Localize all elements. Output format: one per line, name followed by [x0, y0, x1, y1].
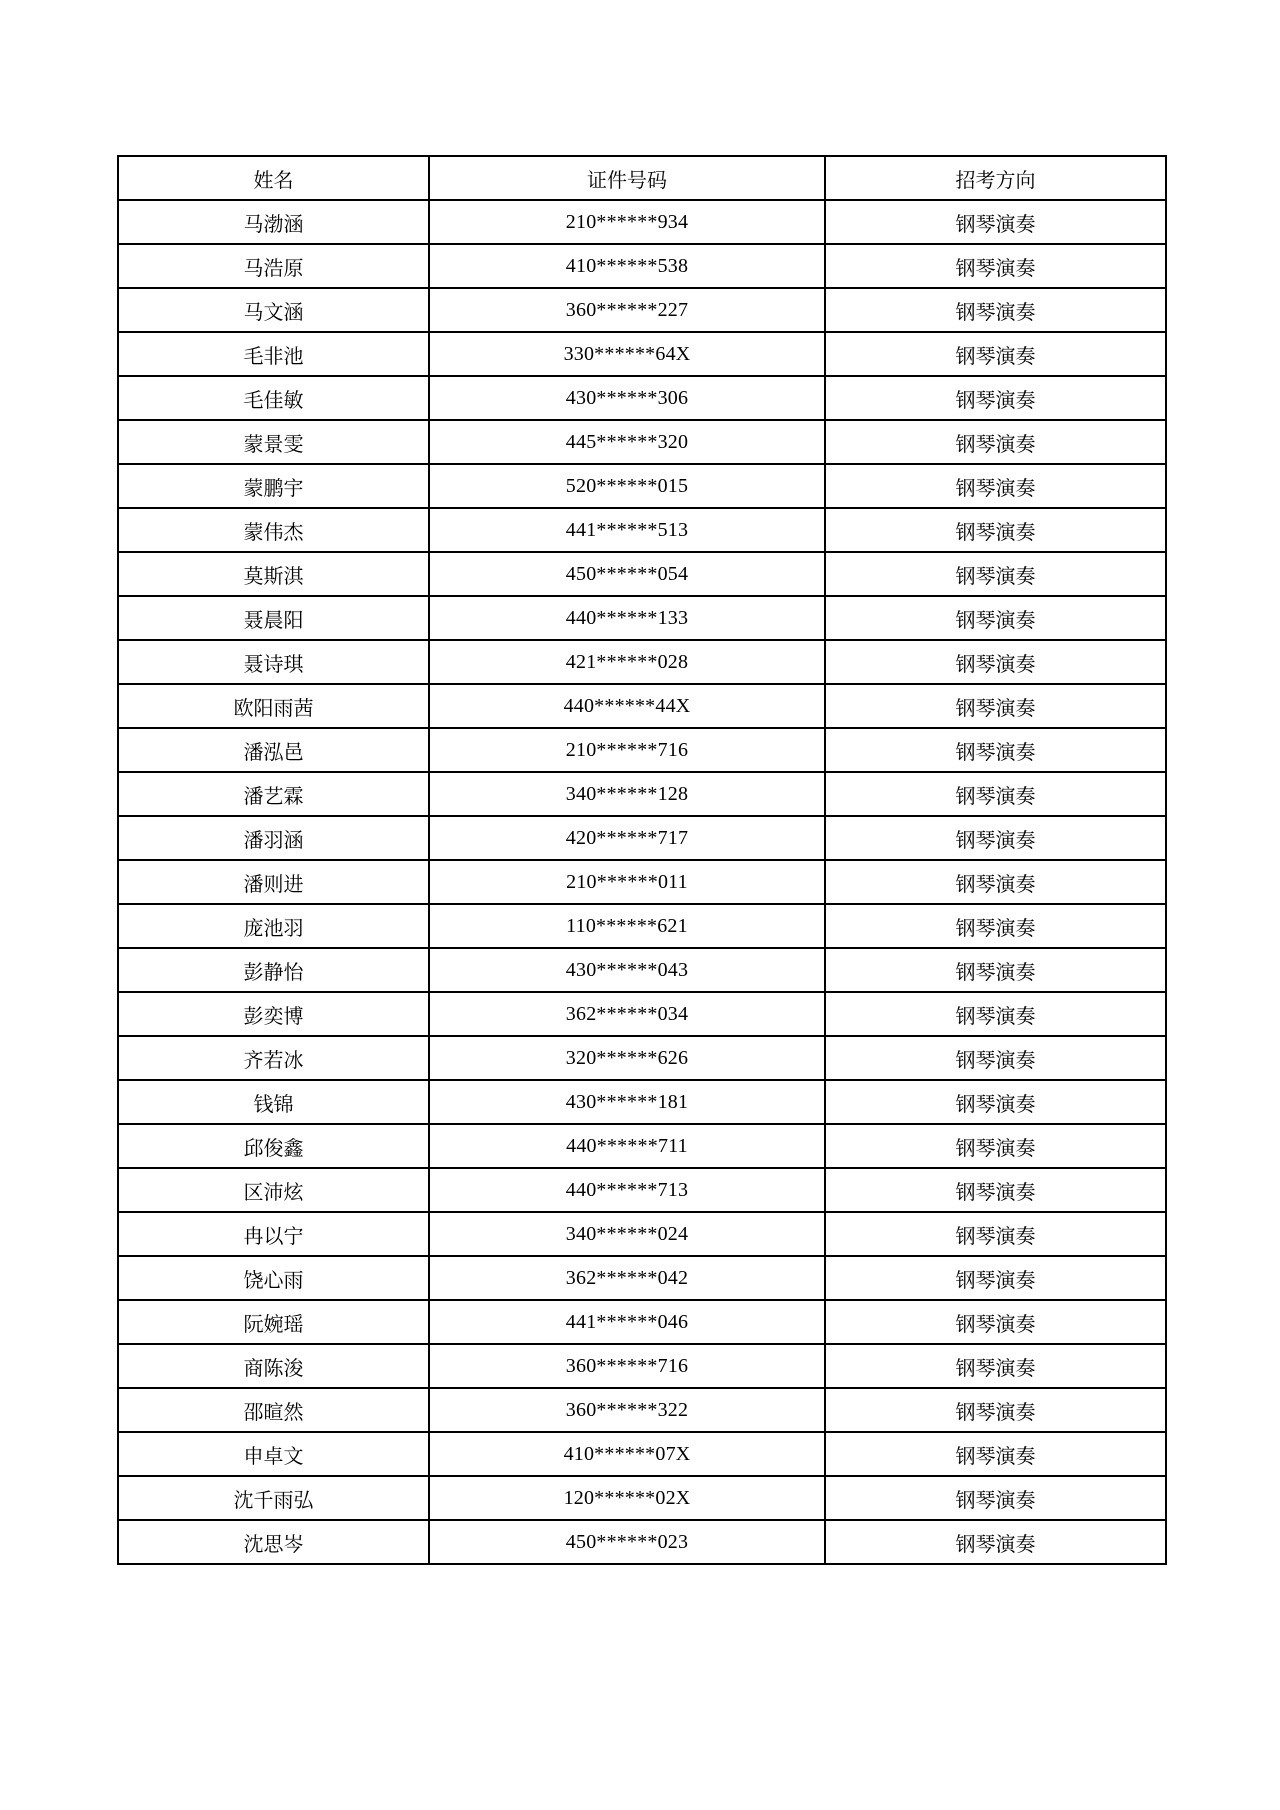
id-number-cell: 440******133: [429, 596, 825, 640]
direction-cell: 钢琴演奏: [825, 596, 1166, 640]
direction-cell: 钢琴演奏: [825, 904, 1166, 948]
name-cell: 潘艺霖: [118, 772, 429, 816]
header-row: [118, 156, 1166, 200]
table-row: [118, 1300, 1166, 1344]
table-body: [118, 200, 1166, 1564]
table-row: [118, 1168, 1166, 1212]
table-row: [118, 1476, 1166, 1520]
name-cell: 蒙伟杰: [118, 508, 429, 552]
table-row: [118, 816, 1166, 860]
id-number-cell: 360******322: [429, 1388, 825, 1432]
table-row: [118, 1432, 1166, 1476]
table-row: [118, 948, 1166, 992]
table-row: [118, 376, 1166, 420]
table-row: [118, 464, 1166, 508]
id-number-cell: 110******621: [429, 904, 825, 948]
id-number-cell: 210******011: [429, 860, 825, 904]
direction-cell: 钢琴演奏: [825, 772, 1166, 816]
id-number-cell: 340******128: [429, 772, 825, 816]
id-number-cell: 440******44X: [429, 684, 825, 728]
header-id-number: 证件号码: [429, 156, 825, 200]
name-cell: 马文涵: [118, 288, 429, 332]
table-row: [118, 728, 1166, 772]
table-row: [118, 332, 1166, 376]
table-row: [118, 1256, 1166, 1300]
name-cell: 马浩原: [118, 244, 429, 288]
id-number-cell: 430******181: [429, 1080, 825, 1124]
id-number-cell: 441******513: [429, 508, 825, 552]
id-number-cell: 420******717: [429, 816, 825, 860]
direction-cell: 钢琴演奏: [825, 332, 1166, 376]
name-cell: 聂晨阳: [118, 596, 429, 640]
name-cell: 欧阳雨茜: [118, 684, 429, 728]
table-row: [118, 200, 1166, 244]
table-row: [118, 1212, 1166, 1256]
name-cell: 蒙景雯: [118, 420, 429, 464]
id-number-cell: 410******538: [429, 244, 825, 288]
table-row: [118, 420, 1166, 464]
table-row: [118, 1124, 1166, 1168]
id-number-cell: 445******320: [429, 420, 825, 464]
id-number-cell: 120******02X: [429, 1476, 825, 1520]
direction-cell: 钢琴演奏: [825, 816, 1166, 860]
id-number-cell: 362******042: [429, 1256, 825, 1300]
id-number-cell: 360******227: [429, 288, 825, 332]
direction-cell: 钢琴演奏: [825, 1432, 1166, 1476]
name-cell: 饶心雨: [118, 1256, 429, 1300]
direction-cell: 钢琴演奏: [825, 552, 1166, 596]
direction-cell: 钢琴演奏: [825, 288, 1166, 332]
name-cell: 潘则进: [118, 860, 429, 904]
name-cell: 蒙鹏宇: [118, 464, 429, 508]
name-cell: 邱俊鑫: [118, 1124, 429, 1168]
id-number-cell: 430******306: [429, 376, 825, 420]
table-row: [118, 244, 1166, 288]
id-number-cell: 360******716: [429, 1344, 825, 1388]
id-number-cell: 330******64X: [429, 332, 825, 376]
direction-cell: 钢琴演奏: [825, 244, 1166, 288]
id-number-cell: 450******023: [429, 1520, 825, 1564]
name-cell: 庞池羽: [118, 904, 429, 948]
id-number-cell: 440******711: [429, 1124, 825, 1168]
name-cell: 钱锦: [118, 1080, 429, 1124]
name-cell: 马渤涵: [118, 200, 429, 244]
id-number-cell: 210******716: [429, 728, 825, 772]
table-row: [118, 904, 1166, 948]
table-row: [118, 1036, 1166, 1080]
direction-cell: 钢琴演奏: [825, 1036, 1166, 1080]
direction-cell: 钢琴演奏: [825, 1300, 1166, 1344]
table-row: [118, 552, 1166, 596]
table-row: [118, 640, 1166, 684]
name-cell: 沈千雨弘: [118, 1476, 429, 1520]
name-cell: 聂诗琪: [118, 640, 429, 684]
name-cell: 冉以宁: [118, 1212, 429, 1256]
direction-cell: 钢琴演奏: [825, 376, 1166, 420]
table-row: [118, 1520, 1166, 1564]
name-cell: 毛非池: [118, 332, 429, 376]
direction-cell: 钢琴演奏: [825, 1212, 1166, 1256]
name-cell: 商陈浚: [118, 1344, 429, 1388]
direction-cell: 钢琴演奏: [825, 1256, 1166, 1300]
table-row: [118, 684, 1166, 728]
id-number-cell: 362******034: [429, 992, 825, 1036]
direction-cell: 钢琴演奏: [825, 948, 1166, 992]
direction-cell: 钢琴演奏: [825, 1168, 1166, 1212]
direction-cell: 钢琴演奏: [825, 464, 1166, 508]
name-cell: 邵暄然: [118, 1388, 429, 1432]
table-row: [118, 1344, 1166, 1388]
table-row: [118, 772, 1166, 816]
name-cell: 沈思岑: [118, 1520, 429, 1564]
direction-cell: 钢琴演奏: [825, 1476, 1166, 1520]
name-cell: 潘羽涵: [118, 816, 429, 860]
table-row: [118, 1388, 1166, 1432]
name-cell: 毛佳敏: [118, 376, 429, 420]
name-cell: 莫斯淇: [118, 552, 429, 596]
direction-cell: 钢琴演奏: [825, 728, 1166, 772]
name-cell: 彭静怡: [118, 948, 429, 992]
name-cell: 潘泓邑: [118, 728, 429, 772]
direction-cell: 钢琴演奏: [825, 1520, 1166, 1564]
id-number-cell: 210******934: [429, 200, 825, 244]
table-row: [118, 992, 1166, 1036]
name-cell: 阮婉瑶: [118, 1300, 429, 1344]
direction-cell: 钢琴演奏: [825, 420, 1166, 464]
direction-cell: 钢琴演奏: [825, 200, 1166, 244]
table-row: [118, 596, 1166, 640]
id-number-cell: 430******043: [429, 948, 825, 992]
table-row: [118, 288, 1166, 332]
direction-cell: 钢琴演奏: [825, 1388, 1166, 1432]
header-name: 姓名: [118, 156, 429, 200]
id-number-cell: 410******07X: [429, 1432, 825, 1476]
direction-cell: 钢琴演奏: [825, 684, 1166, 728]
direction-cell: 钢琴演奏: [825, 1080, 1166, 1124]
direction-cell: 钢琴演奏: [825, 1344, 1166, 1388]
id-number-cell: 421******028: [429, 640, 825, 684]
table-row: [118, 1080, 1166, 1124]
name-cell: 区沛炫: [118, 1168, 429, 1212]
direction-cell: 钢琴演奏: [825, 992, 1166, 1036]
id-number-cell: 441******046: [429, 1300, 825, 1344]
candidate-table: [117, 155, 1167, 1565]
id-number-cell: 450******054: [429, 552, 825, 596]
id-number-cell: 520******015: [429, 464, 825, 508]
direction-cell: 钢琴演奏: [825, 1124, 1166, 1168]
header-direction: 招考方向: [825, 156, 1166, 200]
id-number-cell: 440******713: [429, 1168, 825, 1212]
direction-cell: 钢琴演奏: [825, 508, 1166, 552]
direction-cell: 钢琴演奏: [825, 860, 1166, 904]
name-cell: 齐若冰: [118, 1036, 429, 1080]
direction-cell: 钢琴演奏: [825, 640, 1166, 684]
table-header: [118, 156, 1166, 200]
name-cell: 申卓文: [118, 1432, 429, 1476]
id-number-cell: 340******024: [429, 1212, 825, 1256]
name-cell: 彭奕博: [118, 992, 429, 1036]
table-row: [118, 860, 1166, 904]
table-row: [118, 508, 1166, 552]
id-number-cell: 320******626: [429, 1036, 825, 1080]
